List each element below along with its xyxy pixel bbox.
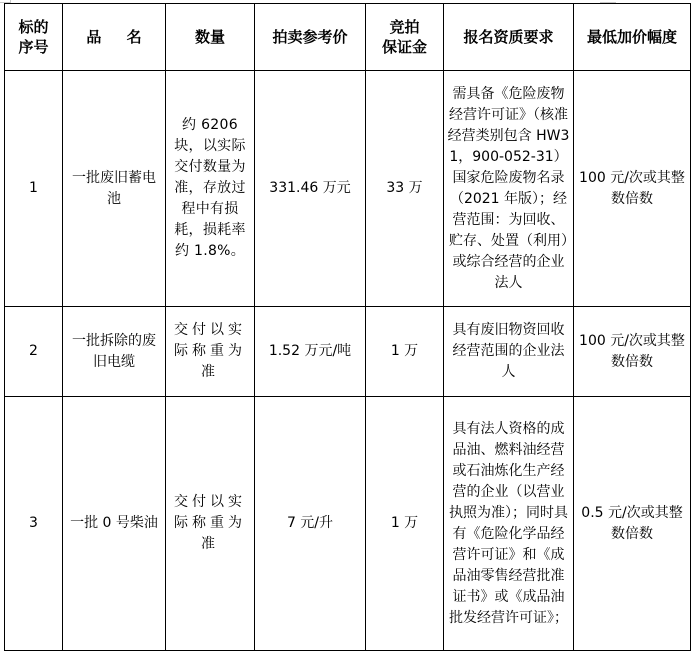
header-min-increment: 最低加价幅度	[574, 4, 691, 71]
cell-quantity: 交付以实际称重为准	[166, 307, 255, 397]
auction-items-table	[4, 3, 691, 651]
cell-quantity: 交付以实际称重为准	[166, 397, 255, 651]
table-row	[5, 307, 691, 397]
cell-deposit: 1 万	[366, 397, 444, 651]
cell-name: 一批废旧蓄电池	[63, 71, 166, 307]
header-deposit	[366, 4, 444, 71]
cell-reference-price: 331.46 万元	[255, 71, 366, 307]
cell-name: 一批 0 号柴油	[63, 397, 166, 651]
cell-min-increment: 100 元/次或其整数倍数	[574, 71, 691, 307]
cell-reference-price: 1.52 万元/吨	[255, 307, 366, 397]
header-deposit-line1: 竞拍	[389, 18, 420, 36]
header-quantity: 数量	[166, 4, 255, 71]
header-seq-line1: 标的	[18, 18, 49, 36]
cell-reference-price: 7 元/升	[255, 397, 366, 651]
cell-qualification: 需具备《危险废物经营许可证》（核准经营类别包含 HW31，900-052-31）国家危险废物名录（2021 年版）；经营范围：为回收、贮存、处置（利用）或综合经营的企业法人	[444, 71, 574, 307]
table-row	[5, 397, 691, 651]
cell-seq: 1	[5, 71, 63, 307]
header-seq-line2: 序号	[18, 38, 49, 56]
cell-qualification: 具有法人资格的成品油、燃料油经营或石油炼化生产经营的企业（以营业执照为准）；同时具有《危险化学品经营许可证》和《成品油零售经营批准证书》或《成品油批发经营许可证》；	[444, 397, 574, 651]
header-name-label: 品 名	[86, 28, 142, 46]
cell-min-increment: 100 元/次或其整数倍数	[574, 307, 691, 397]
header-qualification: 报名资质要求	[444, 4, 574, 71]
cell-qualification: 具有废旧物资回收经营范围的企业法人	[444, 307, 574, 397]
table-header-row	[5, 4, 691, 71]
header-reference-price: 拍卖参考价	[255, 4, 366, 71]
cell-min-increment: 0.5 元/次或其整数倍数	[574, 397, 691, 651]
table-row	[5, 71, 691, 307]
cell-name: 一批拆除的废旧电缆	[63, 307, 166, 397]
cell-deposit: 1 万	[366, 307, 444, 397]
cell-deposit: 33 万	[366, 71, 444, 307]
header-deposit-line2: 保证金	[381, 38, 427, 56]
cell-quantity: 约 6206 块，以实际交付数量为准，存放过程中有损耗，损耗率约 1.8%。	[166, 71, 255, 307]
header-seq	[5, 4, 63, 71]
header-name	[63, 4, 166, 71]
cell-seq: 2	[5, 307, 63, 397]
cell-seq: 3	[5, 397, 63, 651]
